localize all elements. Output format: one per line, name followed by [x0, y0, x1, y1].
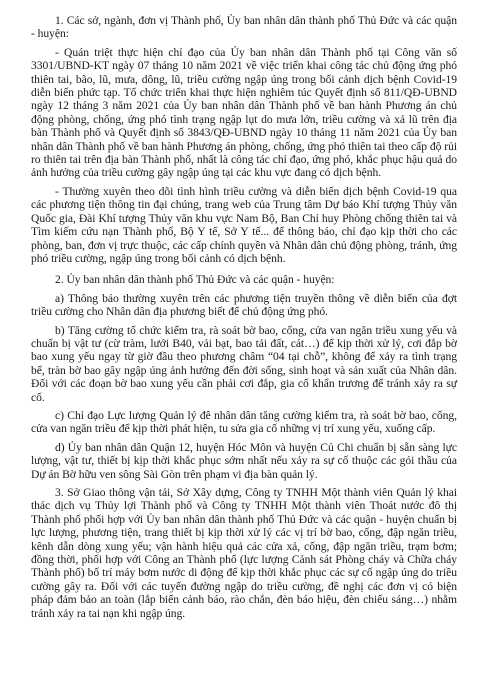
paragraph-item-c: c) Chỉ đạo Lực lượng Quản lý đê nhân dân tăng cường kiểm tra, rà soát bờ bao, cống, cửa van ngăn triều để kịp thời phát hiện, tu sửa gia cố những vị trí xung yếu, xuống cấp. [31, 408, 457, 436]
heading-section-1: 1. Các sở, ngành, đơn vị Thành phố, Ủy ban nhân dân thành phố Thủ Đức và các quận - huyện: [31, 14, 457, 41]
paragraph-item-a: a) Thông báo thường xuyên trên các phương tiện truyền thông về diễn biến của đợt triều cường cho Nhân dân địa phương biết để chủ động ứng phó. [31, 291, 457, 319]
paragraph-directive-implementation: - Quán triệt thực hiện chỉ đạo của Ủy ban nhân dân Thành phố tại Công văn số 3301/UBND-KT ngày 07 tháng 10 năm 2021 về việc triển khai công tác chủ động ứng phó thiên tai, bão, lũ, mưa, dông, lũ, triều cường ngập úng trong bối cảnh dịch bệnh Covid-19 diễn biến phức tạp. Tổ chức triển khai thực hiện nghiêm túc Quyết định số 811/QĐ-UBND ngày 12 tháng 3 năm 2021 của Ủy ban nhân dân Thành phố về ban hành Phương án chủ động phòng, chống, ứng phó tình trạng ngập lụt do mưa lớn, triều cường và xả lũ trên địa bàn Thành phố và Quyết định số 3843/QĐ-UBND ngày 10 tháng 11 năm 2021 của Ủy ban nhân dân Thành phố về ban hành Phương án phòng, chống, ứng phó thiên tai theo cấp độ rủi ro thiên tai trên địa bàn Thành phố, nhất là công tác chỉ đạo, ứng phó, khắc phục hậu quả do ảnh hưởng của triều cường gây ngập úng tại các khu vực đang có dịch bệnh. [31, 45, 457, 180]
paragraph-item-b: b) Tăng cường tổ chức kiểm tra, rà soát bờ bao, cống, cửa van ngăn triều xung yếu và chuẩn bị vật tư (cừ tràm, lưới B40, vải bạt, bao tải đất, cát…) để kịp thời xử lý, cơi đắp bờ bao xung yếu ngay từ giờ đầu theo phương châm “04 tại chỗ”, không để xảy ra tình trạng bể, tràn bờ bao gây ngập úng ảnh hưởng đến đời sống, sinh hoạt và sản xuất của Nhân dân. Đối với các đoạn bờ bao xung yếu cần phải cơi đắp, gia cố khẩn trương để tránh xảy ra sự cố. [31, 323, 457, 404]
heading-section-2: 2. Ủy ban nhân dân thành phố Thủ Đức và các quận - huyện: [55, 273, 335, 287]
paragraph-item-d: d) Ủy ban nhân dân Quận 12, huyện Hóc Môn và huyện Củ Chi chuẩn bị sẵn sàng lực lượng, vật tư, thiết bị kịp thời khắc phục sớm nhất nếu xảy ra sự cố thuộc các gói thầu của Dự án Bờ hữu ven sông Sài Gòn trên phạm vi địa bàn quản lý. [31, 440, 457, 481]
paragraph-monitoring: - Thường xuyên theo dõi tình hình triều cường và diễn biến dịch bệnh Covid-19 qua các phương tiện thông tin đại chúng, trang web của Trung tâm Dự báo Khí tượng Thủy văn Quốc gia, Đài Khí tượng Thủy văn khu vực Nam Bộ, Ban Chỉ huy Phòng chống thiên tai và Tìm kiếm cứu nạn Thành phố, Bộ Y tế, Sở Y tế... để thông báo, chỉ đạo kịp thời cho các phòng, ban, đơn vị trực thuộc, các cấp chính quyền và Nhân dân chủ động phòng, tránh, ứng phó triều cường, ngập úng trong bối cảnh có dịch bệnh. [31, 184, 457, 265]
paragraph-section-3: 3. Sở Giao thông vận tải, Sở Xây dựng, Công ty TNHH Một thành viên Quản lý khai thác dịch vụ Thủy lợi Thành phố và Công ty TNHH Một thành viên Thoát nước đô thị Thành phố phối hợp với Ủy ban nhân dân thành phố Thủ Đức và các quận - huyện chuẩn bị lực lượng, phương tiện, trang thiết bị kịp thời xử lý các vị trí bờ bao, cống, đập ngăn triều, kênh dẫn dòng xung yếu; vận hành hiệu quả các cửa xả, cống, đập ngăn triều, trạm bơm; đồng thời, phối hợp với Công an Thành phố (lực lượng Cảnh sát Phòng cháy và Chữa cháy Thành phố) bố trí máy bơm nước di động để kịp thời khắc phục các sự cố ngập úng do triều cường gây ra. Đối với các tuyến đường ngập do triều cường, đề nghị các đơn vị có biện pháp đảm bảo an toàn (lắp biển cảnh báo, rào chắn, đèn báo hiệu, đèn chiếu sáng…) nhằm tránh xảy ra tai nạn khi ngập úng. [31, 486, 457, 620]
